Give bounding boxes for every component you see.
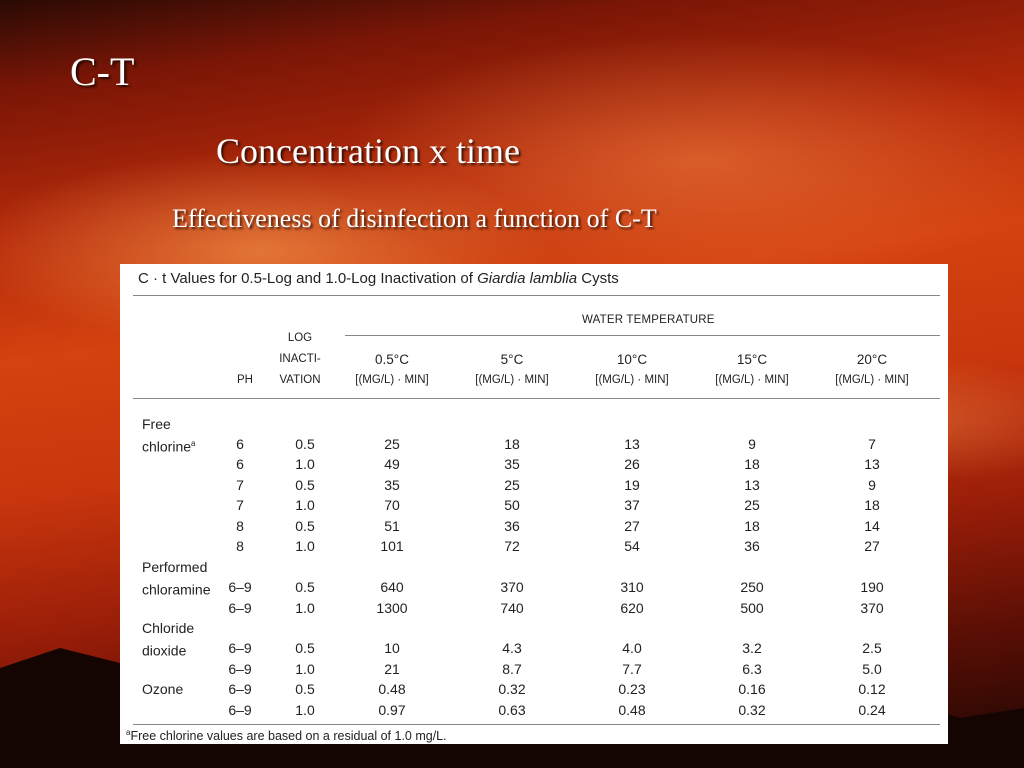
cell-log: 1.0	[295, 456, 315, 472]
cell-ct-value: 9	[748, 436, 756, 452]
cell-ct-value: 36	[744, 538, 760, 554]
cell-ct-value: 370	[860, 600, 884, 616]
cell-ct-value: 0.32	[498, 681, 526, 697]
cell-ct-value: 101	[380, 538, 404, 554]
cell-ph: 6–9	[228, 640, 252, 656]
cell-ph: 6	[236, 436, 244, 452]
cell-ct-value: 25	[504, 477, 520, 493]
cell-ct-value: 35	[384, 477, 400, 493]
cell-ct-value: 27	[864, 538, 880, 554]
header-temp: 0.5°C [(MG/L) · MIN]	[355, 352, 429, 386]
cell-ct-value: 36	[504, 518, 520, 534]
cell-ct-value: 620	[620, 600, 644, 616]
cell-ph: 6–9	[228, 702, 252, 718]
cell-ph: 6–9	[228, 681, 252, 697]
cell-ct-value: 26	[624, 456, 640, 472]
cell-ct-value: 0.32	[738, 702, 766, 718]
cell-ct-value: 0.48	[378, 681, 406, 697]
cell-ct-value: 70	[384, 497, 400, 513]
cell-ph: 7	[236, 477, 244, 493]
cell-ct-value: 0.97	[378, 702, 406, 718]
disinfectant-label: Free chlorine$^a$	[142, 416, 196, 455]
ct-values-table	[120, 264, 948, 744]
cell-ph: 6	[236, 456, 244, 472]
cell-ct-value: 6.3	[742, 661, 762, 677]
cell-ct-value: 1300	[376, 600, 408, 616]
cell-ct-value: 37	[624, 497, 640, 513]
cell-ct-value: 14	[864, 518, 880, 534]
slide-subtitle: Concentration x time	[216, 131, 520, 171]
cell-ct-value: 25	[744, 497, 760, 513]
table-caption: C · t Values for 0.5-Log and 1.0-Log Inactivation of Giardia lamblia Cysts	[138, 270, 619, 287]
header-temp: 5°C [(MG/L) · MIN]	[475, 352, 549, 386]
cell-ct-value: 18	[744, 456, 760, 472]
cell-log: 0.5	[295, 681, 315, 697]
cell-ct-value: 2.5	[862, 640, 882, 656]
cell-ct-value: 54	[624, 538, 640, 554]
cell-ct-value: 7.7	[622, 661, 642, 677]
disinfectant-label: Ozone	[142, 681, 184, 697]
cell-ct-value: 3.2	[742, 640, 762, 656]
cell-ct-value: 0.23	[618, 681, 646, 697]
cell-ct-value: 18	[744, 518, 760, 534]
disinfectant-label: Performed chloramine	[142, 559, 211, 598]
cell-ct-value: 0.24	[858, 702, 886, 718]
header-log-inactivation: LOG INACTI- VATION	[279, 332, 321, 386]
cell-ct-value: 19	[624, 477, 640, 493]
cell-log: 0.5	[295, 579, 315, 595]
cell-log: 1.0	[295, 600, 315, 616]
cell-ct-value: 250	[740, 579, 764, 595]
cell-log: 0.5	[295, 477, 315, 493]
cell-log: 0.5	[295, 640, 315, 656]
cell-ct-value: 640	[380, 579, 404, 595]
cell-ct-value: 49	[384, 456, 400, 472]
cell-ph: 6–9	[228, 600, 252, 616]
table-rule-bottom	[133, 724, 940, 725]
cell-ct-value: 50	[504, 497, 520, 513]
cell-ct-value: 740	[500, 600, 524, 616]
header-ph: PH	[237, 374, 253, 386]
cell-ct-value: 27	[624, 518, 640, 534]
header-temp: 20°C [(MG/L) · MIN]	[835, 352, 909, 386]
cell-log: 1.0	[295, 497, 315, 513]
cell-ct-value: 21	[384, 661, 400, 677]
water-temperature-header: WATER TEMPERATURE	[582, 314, 715, 326]
cell-ct-value: 500	[740, 600, 764, 616]
cell-ct-value: 310	[620, 579, 644, 595]
cell-ct-value: 0.12	[858, 681, 886, 697]
cell-ct-value: 9	[868, 477, 876, 493]
cell-log: 1.0	[295, 538, 315, 554]
cell-ph: 6–9	[228, 579, 252, 595]
slide-title: C-T	[70, 49, 135, 94]
cell-log: 1.0	[295, 661, 315, 677]
cell-ph: 7	[236, 497, 244, 513]
cell-ct-value: 18	[864, 497, 880, 513]
cell-ct-value: 0.48	[618, 702, 646, 718]
cell-log: 0.5	[295, 436, 315, 452]
cell-ph: 6–9	[228, 661, 252, 677]
table-rule-top	[133, 295, 940, 296]
cell-ph: 8	[236, 538, 244, 554]
slide-bullet: Effectiveness of disinfection a function of C-T	[172, 204, 657, 233]
cell-ct-value: 25	[384, 436, 400, 452]
header-temp: 15°C [(MG/L) · MIN]	[715, 352, 789, 386]
table-rule-group	[345, 335, 940, 336]
cell-ct-value: 8.7	[502, 661, 522, 677]
header-temp: 10°C [(MG/L) · MIN]	[595, 352, 669, 386]
cell-ct-value: 5.0	[862, 661, 882, 677]
cell-ct-value: 4.0	[622, 640, 642, 656]
cell-ct-value: 4.3	[502, 640, 522, 656]
cell-ct-value: 190	[860, 579, 884, 595]
cell-ph: 8	[236, 518, 244, 534]
table-footnote: $^a$Free chlorine values are based on a residual of 1.0 mg/L.	[126, 728, 447, 744]
cell-ct-value: 13	[624, 436, 640, 452]
cell-ct-value: 72	[504, 538, 520, 554]
cell-ct-value: 13	[864, 456, 880, 472]
disinfectant-label: Chloride dioxide	[142, 620, 195, 659]
cell-ct-value: 51	[384, 518, 400, 534]
cell-ct-value: 18	[504, 436, 520, 452]
cell-ct-value: 370	[500, 579, 524, 595]
cell-ct-value: 13	[744, 477, 760, 493]
cell-ct-value: 7	[868, 436, 876, 452]
cell-ct-value: 35	[504, 456, 520, 472]
cell-ct-value: 0.16	[738, 681, 766, 697]
cell-log: 0.5	[295, 518, 315, 534]
cell-log: 1.0	[295, 702, 315, 718]
table-rule-header	[133, 398, 940, 399]
cell-ct-value: 10	[384, 640, 400, 656]
cell-ct-value: 0.63	[498, 702, 526, 718]
